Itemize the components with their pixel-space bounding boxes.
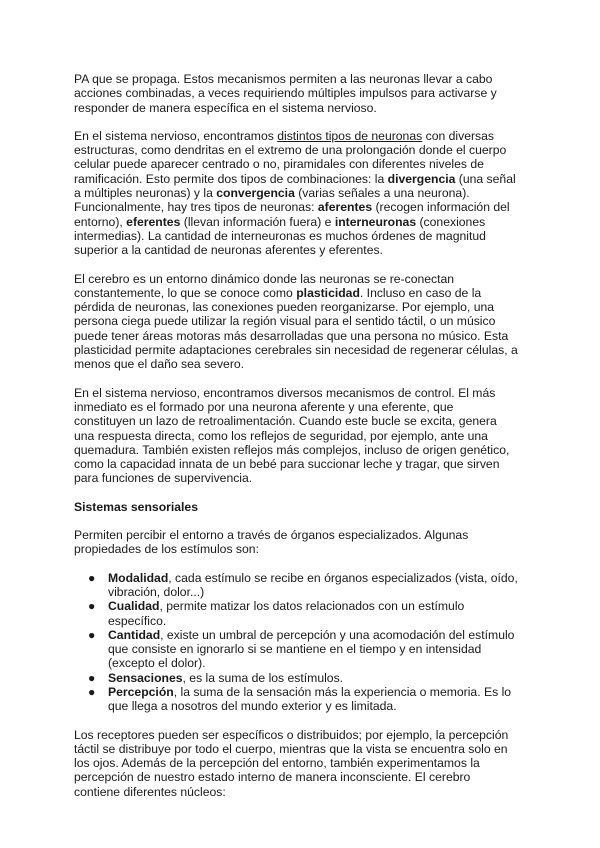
list-term: Sensaciones [108, 670, 183, 685]
document-page [74, 72, 518, 813]
list-text: , la suma de la sensación más la experiencia o memoria. Es lo que llega a nosotros del mundo exterior y es limitada. [108, 684, 512, 714]
term-interneuronas: interneuronas [334, 214, 417, 229]
term-plasticidad: plasticidad [296, 285, 360, 300]
list-term: Modalidad [108, 570, 169, 585]
list-item [74, 671, 518, 685]
paragraph-4: En el sistema nervioso, encontramos diversos mecanismos de control. El más inmediato es el formado por una neurona aferente y una eferente, que constituyen un lazo de retroalimentación. Cuando este bucle se excita, genera una respuesta directa, como los reflejos de seguridad, por ejemplo, ante una quemadura. También existen reflejos más complejos, incluso de origen genético, como la capacidad innata de un bebé para succionar leche y tragar, que sirven para funciones de supervivencia. [74, 385, 510, 486]
text-run: (recogen información del entorno), [74, 200, 510, 229]
text-run: (llevan información fuera) e [180, 214, 335, 229]
section-heading: Sistemas sensoriales [74, 499, 198, 514]
list-term: Cantidad [108, 627, 161, 642]
list-text: , cada estímulo se recibe en órganos especializados (vista, oído, vibración, dolor...) [108, 570, 518, 599]
paragraph-2 [74, 129, 518, 258]
stimulus-properties-list [74, 571, 518, 714]
text-run: (conexiones intermedias). La cantidad de interneuronas es muchos órdenes de magnitud superior a la cantidad de neuronas aferentes y eferentes. [74, 214, 486, 258]
list-text: , permite matizar los datos relacionados con un estímulo específico. [108, 599, 465, 628]
list-text: , existe un umbral de percepción y una acomodación del estímulo que consiste en ignorarlo si se mantiene en el tiempo y en intensidad (excepto el dolor). [108, 627, 515, 671]
bullet-icon: ● [88, 599, 96, 614]
bullet-icon: ● [88, 627, 96, 642]
term-eferentes: eferentes [126, 214, 181, 229]
paragraph-5: Permiten percibir el entorno a través de órganos especializados. Algunas propiedades de los estímulos son: [74, 528, 469, 557]
list-text: , es la suma de los estímulos. [182, 670, 344, 685]
text-run: El cerebro es un entorno dinámico donde las neuronas se re-conectan constantemente, lo que se conoce como [74, 271, 455, 300]
bullet-icon: ● [88, 684, 96, 699]
list-term: Percepción [108, 684, 174, 699]
bullet-icon: ● [88, 670, 96, 685]
list-term: Cualidad [108, 599, 160, 614]
paragraph-3 [74, 272, 518, 372]
term-convergencia: convergencia [216, 186, 295, 201]
text-run: (una señal a múltiples neuronas) y la [74, 171, 516, 201]
term-aferentes: aferentes [317, 200, 373, 215]
list-item [74, 571, 518, 600]
paragraph-6: Los receptores pueden ser específicos o distribuidos; por ejemplo, la percepción táctil se distribuye por todo el cuerpo, mientras que la vista se encuentra solo en los ojos. Además de la percepción del entorno, también experimentamos la percepción de nuestro estado interno de manera inconsciente. El cerebro contiene diferentes núcleos: [74, 727, 509, 799]
text-run: En el sistema nervioso, encontramos [74, 128, 278, 143]
neuron-types-link[interactable]: distintos tipos de neuronas [277, 128, 423, 143]
bullet-icon: ● [88, 570, 96, 585]
paragraph-1: PA que se propaga. Estos mecanismos permiten a las neuronas llevar a cabo acciones combinadas, a veces requiriendo múltiples impulsos para activarse y responder de manera específica en el sistema nervioso. [74, 72, 497, 115]
list-item [74, 685, 518, 714]
text-run: (varias señales a una neurona). Funcionalmente, hay tres tipos de neuronas: [74, 186, 470, 215]
text-run: . Incluso en caso de la pérdida de neuronas, las conexiones pueden reorganizarse. Por ejemplo, una persona ciega puede utilizar la región visual para el sentido táctil, o un músico puede tener áreas motoras más desarrolladas que una persona no músico. Esta plasticidad permite adaptaciones cerebrales sin necesidad de regenerar células, a menos que el daño sea severo. [74, 285, 518, 372]
list-item [74, 599, 518, 628]
term-divergencia: divergencia [387, 171, 456, 186]
text-run: con diversas estructuras, como dendritas en el extremo de una prolongación donde el cuerpo celular puede aparecer centrado o no, piramidales con diferentes niveles de ramificación. Esto permite dos tipos de combinaciones: la [74, 128, 507, 186]
list-item [74, 628, 518, 671]
